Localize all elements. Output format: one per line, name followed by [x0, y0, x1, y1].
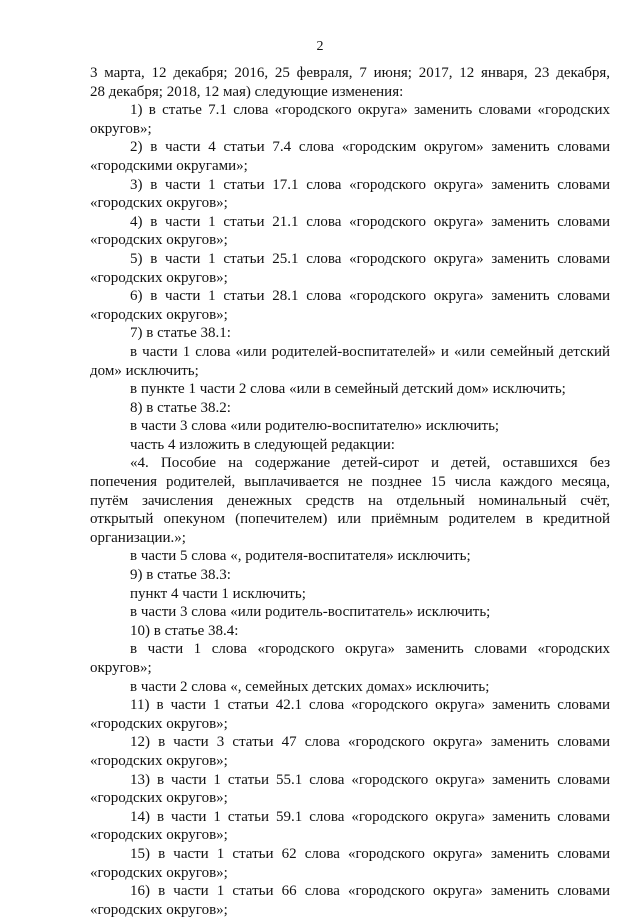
- text-line: в части 1 слова «городского округа» заменить словами «городских: [130, 641, 610, 658]
- text-line: путём зачисления денежных средств на отдельный номинальный счёт,: [90, 492, 610, 509]
- text-line: в части 2 слова «, семейных детских домах» исключить;: [130, 678, 490, 695]
- text-line: 16) в части 1 статьи 66 слова «городского округа» заменить словами: [130, 883, 610, 900]
- text-line: 4) в части 1 статьи 21.1 слова «городского округа» заменить словами: [130, 213, 610, 230]
- text-line: «городскими округами»;: [90, 157, 248, 174]
- text-line: в части 3 слова «или родитель-воспитатель» исключить;: [130, 604, 491, 621]
- text-line: в части 3 слова «или родителю-воспитателю» исключить;: [130, 418, 500, 435]
- text-line: пункт 4 части 1 исключить;: [130, 585, 306, 602]
- text-line: часть 4 изложить в следующей редакции:: [130, 436, 395, 453]
- text-line: в части 1 слова «или родителей-воспитателей» и «или семейный детский: [130, 343, 610, 360]
- text-line: «городских округов»;: [90, 864, 228, 881]
- text-line: 7) в статье 38.1:: [130, 325, 231, 342]
- text-line: округов»;: [90, 660, 152, 676]
- page-number: 2: [316, 39, 324, 54]
- text-line: 28 декабря; 2018, 12 мая) следующие изменения:: [90, 83, 404, 100]
- text-line: в части 5 слова «, родителя-воспитателя» исключить;: [130, 548, 471, 565]
- text-line: 1) в статье 7.1 слова «городского округа» заменить словами «городских: [130, 102, 610, 119]
- text-line: 6) в части 1 статьи 28.1 слова «городского округа» заменить словами: [130, 288, 610, 305]
- text-line: 13) в части 1 статьи 55.1 слова «городского округа» заменить словами: [130, 771, 610, 788]
- text-line: 8) в статье 38.2:: [130, 399, 231, 416]
- text-line: «городских округов»;: [90, 715, 228, 732]
- text-line: «4. Пособие на содержание детей-сирот и детей, оставшихся без: [130, 455, 610, 472]
- text-line: дом» исключить;: [90, 362, 199, 379]
- text-line: «городских округов»;: [90, 790, 228, 807]
- text-line: 9) в статье 38.3:: [130, 567, 231, 584]
- text-line: 15) в части 1 статьи 62 слова «городского округа» заменить словами: [130, 845, 610, 862]
- text-line: 14) в части 1 статьи 59.1 слова «городского округа» заменить словами: [130, 808, 610, 825]
- text-line: «городских округов»;: [90, 195, 228, 212]
- text-line: «городских округов»;: [90, 901, 228, 918]
- text-line: «городских округов»;: [90, 306, 228, 323]
- text-line: организации.»;: [90, 529, 186, 546]
- text-line: 3 марта, 12 декабря; 2016, 25 февраля, 7 июня; 2017, 12 января, 23 декабря,: [90, 65, 610, 81]
- text-line: 5) в части 1 статьи 25.1 слова «городского округа» заменить словами: [130, 250, 610, 267]
- text-line: попечения родителей, выплачивается не позднее 15 числа каждого месяца,: [90, 474, 610, 491]
- text-line: 2) в части 4 статьи 7.4 слова «городским округом» заменить словами: [130, 139, 610, 156]
- text-line: «городских округов»;: [90, 269, 228, 286]
- text-line: 12) в части 3 статьи 47 слова «городского округа» заменить словами: [130, 734, 610, 751]
- text-line: «городских округов»;: [90, 232, 228, 249]
- document-body: [90, 64, 610, 919]
- text-line: в пункте 1 части 2 слова «или в семейный детский дом» исключить;: [130, 381, 566, 398]
- text-line: 10) в статье 38.4:: [130, 622, 239, 639]
- text-line: «городских округов»;: [90, 827, 228, 844]
- text-line: «городских округов»;: [90, 752, 228, 769]
- text-line: 3) в части 1 статьи 17.1 слова «городского округа» заменить словами: [130, 176, 610, 193]
- text-line: округов»;: [90, 120, 152, 137]
- text-line: 11) в части 1 статьи 42.1 слова «городского округа» заменить словами: [130, 697, 610, 714]
- text-line: открытый опекуном (попечителем) или приёмным родителем в кредитной: [90, 511, 610, 528]
